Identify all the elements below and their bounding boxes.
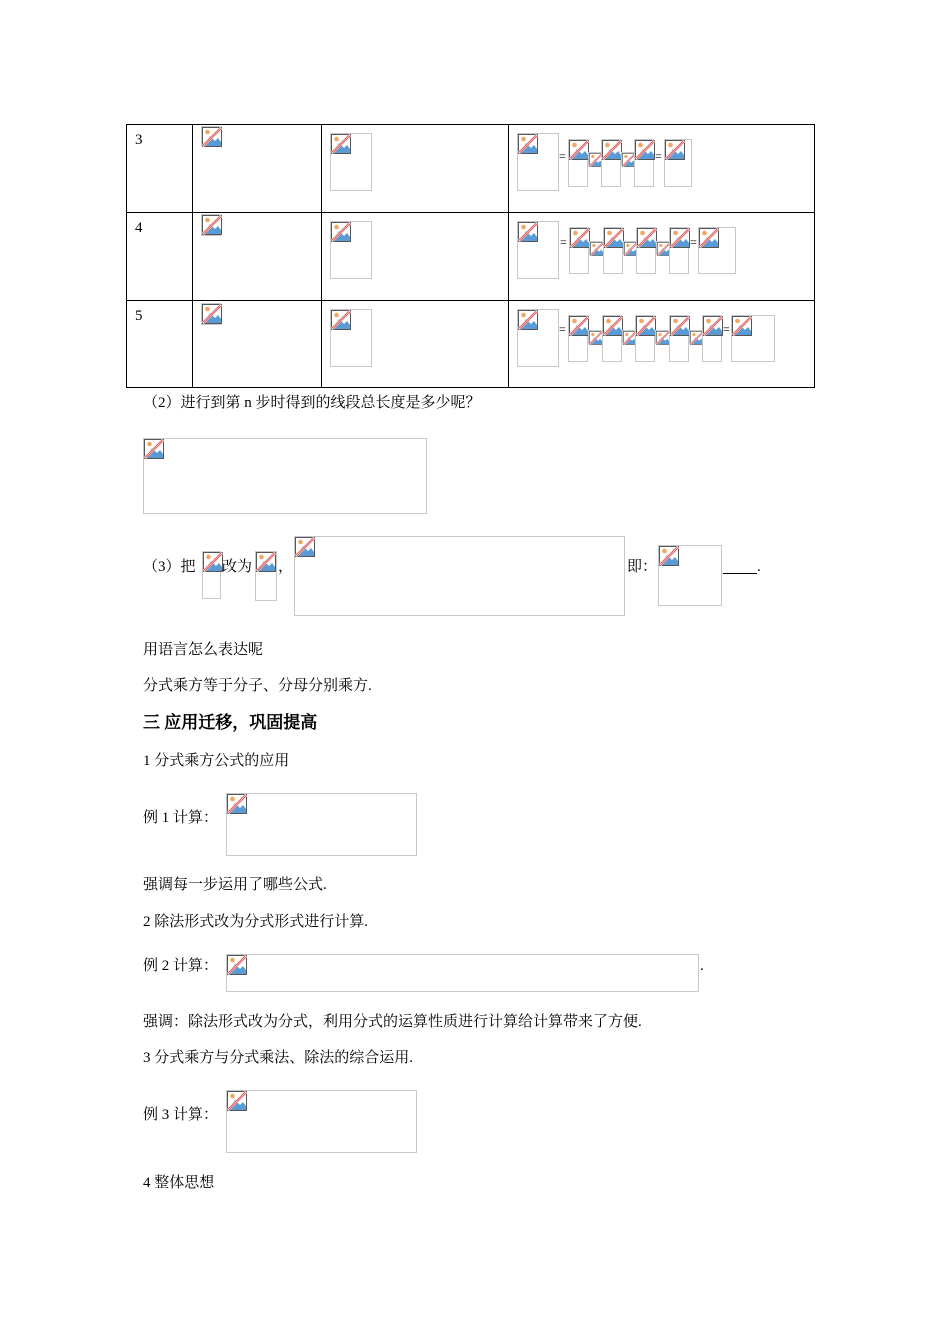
broken-image-icon bbox=[732, 316, 752, 336]
broken-image-icon bbox=[589, 331, 603, 345]
broken-image-icon bbox=[590, 242, 604, 256]
broken-image-icon bbox=[144, 439, 164, 459]
broken-image-icon bbox=[659, 546, 679, 566]
question-3-middle: 改为 bbox=[222, 559, 253, 575]
broken-image-icon bbox=[202, 215, 222, 235]
broken-image-icon bbox=[703, 316, 723, 336]
formula-image bbox=[226, 1090, 417, 1153]
step-number: 4 bbox=[135, 220, 143, 236]
broken-image-icon bbox=[518, 310, 538, 330]
formula-image bbox=[602, 315, 622, 362]
formula-image bbox=[698, 227, 736, 274]
broken-image-icon bbox=[603, 316, 623, 336]
broken-image-icon bbox=[602, 140, 622, 160]
broken-image-icon bbox=[331, 222, 351, 242]
example-3-label: 例 3 计算： bbox=[143, 1107, 219, 1123]
broken-image-icon bbox=[227, 1091, 247, 1111]
formula-image bbox=[621, 152, 635, 166]
broken-image-icon bbox=[636, 316, 656, 336]
broken-image-icon bbox=[331, 134, 351, 154]
formula-image bbox=[635, 315, 655, 362]
formula-image bbox=[201, 303, 221, 325]
formula-image bbox=[294, 536, 625, 616]
formula-image bbox=[202, 551, 221, 599]
question-2: （2）进行到第 n 步时得到的线段总长度是多少呢？ bbox=[143, 395, 481, 411]
formula-image bbox=[702, 315, 722, 362]
table-divider bbox=[508, 125, 509, 387]
example-1-label: 例 1 计算： bbox=[143, 810, 219, 826]
language-question: 用语言怎么表达呢 bbox=[143, 642, 264, 658]
broken-image-icon bbox=[518, 134, 538, 154]
question-3-comma: ， bbox=[278, 559, 294, 575]
formula-image bbox=[255, 551, 277, 601]
formula-image bbox=[636, 227, 656, 274]
formula-image bbox=[330, 133, 372, 191]
formula-image bbox=[669, 227, 689, 274]
formula-image bbox=[689, 330, 703, 344]
equals-sign: = bbox=[559, 322, 566, 336]
formula-image bbox=[589, 241, 603, 255]
emphasis-note: 强调：除法形式改为分式，利用分式的运算性质进行计算给计算带来了方便. bbox=[143, 1014, 642, 1030]
broken-image-icon bbox=[227, 794, 247, 814]
broken-image-icon bbox=[518, 222, 538, 242]
formula-image bbox=[226, 793, 417, 856]
broken-image-icon bbox=[569, 316, 589, 336]
broken-image-icon bbox=[665, 140, 685, 160]
formula-image bbox=[517, 309, 559, 367]
answer-blank bbox=[723, 573, 757, 574]
example-2-end: . bbox=[700, 958, 704, 974]
formula-image bbox=[143, 438, 427, 514]
equals-sign: = bbox=[560, 235, 567, 249]
formula-image bbox=[517, 133, 559, 191]
rule-statement: 分式乘方等于分子、分母分别乘方. bbox=[143, 678, 372, 694]
formula-image bbox=[588, 152, 602, 166]
formula-image bbox=[655, 330, 669, 344]
broken-image-icon bbox=[202, 304, 222, 324]
formula-image bbox=[622, 330, 636, 344]
broken-image-icon bbox=[656, 331, 670, 345]
formula-image bbox=[568, 139, 588, 187]
equals-sign: = bbox=[655, 149, 662, 163]
example-2-label: 例 2 计算： bbox=[143, 958, 219, 974]
formula-image bbox=[201, 214, 221, 236]
broken-image-icon bbox=[637, 228, 657, 248]
broken-image-icon bbox=[570, 228, 590, 248]
formula-image bbox=[517, 221, 559, 279]
item-heading: 4 整体思想 bbox=[143, 1175, 215, 1191]
broken-image-icon bbox=[331, 310, 351, 330]
broken-image-icon bbox=[635, 140, 655, 160]
broken-image-icon bbox=[670, 316, 690, 336]
equals-sign: = bbox=[723, 322, 730, 336]
question-3-end: . bbox=[757, 559, 761, 575]
formula-image bbox=[330, 221, 372, 279]
table-divider bbox=[127, 212, 814, 213]
question-3-ji: 即： bbox=[627, 559, 658, 575]
formula-image bbox=[603, 227, 623, 274]
step-number: 5 bbox=[135, 308, 143, 324]
broken-image-icon bbox=[569, 140, 589, 160]
broken-image-icon bbox=[203, 552, 223, 572]
broken-image-icon bbox=[202, 127, 222, 147]
formula-image bbox=[731, 315, 775, 362]
equals-sign: = bbox=[559, 149, 566, 163]
item-heading: 2 除法形式改为分式形式进行计算. bbox=[143, 914, 369, 930]
formula-image bbox=[656, 241, 670, 255]
item-heading: 1 分式乘方公式的应用 bbox=[143, 753, 290, 769]
formula-image bbox=[601, 139, 621, 187]
formula-image bbox=[201, 126, 221, 146]
step-number: 3 bbox=[135, 132, 143, 148]
item-heading: 3 分式乘方与分式乘法、除法的综合运用. bbox=[143, 1050, 414, 1066]
formula-image bbox=[569, 227, 589, 274]
formula-image bbox=[568, 315, 588, 362]
section-heading: 三 应用迁移，巩固提高 bbox=[143, 713, 318, 732]
formula-image bbox=[588, 330, 602, 344]
formula-image bbox=[330, 309, 372, 367]
formula-image bbox=[658, 545, 722, 606]
table-divider bbox=[321, 125, 322, 387]
broken-image-icon bbox=[256, 552, 276, 572]
broken-image-icon bbox=[227, 955, 247, 975]
emphasis-note: 强调每一步运用了哪些公式. bbox=[143, 877, 327, 893]
equals-sign: = bbox=[690, 235, 697, 249]
formula-image bbox=[623, 241, 637, 255]
formula-image bbox=[226, 954, 699, 992]
broken-image-icon bbox=[670, 228, 690, 248]
formula-image bbox=[669, 315, 689, 362]
question-3-prefix: （3）把 bbox=[143, 559, 196, 575]
broken-image-icon bbox=[604, 228, 624, 248]
table-divider bbox=[127, 300, 814, 301]
broken-image-icon bbox=[699, 228, 719, 248]
broken-image-icon bbox=[295, 537, 315, 557]
formula-image bbox=[634, 139, 654, 187]
formula-image bbox=[664, 139, 692, 187]
table-divider bbox=[192, 125, 193, 387]
